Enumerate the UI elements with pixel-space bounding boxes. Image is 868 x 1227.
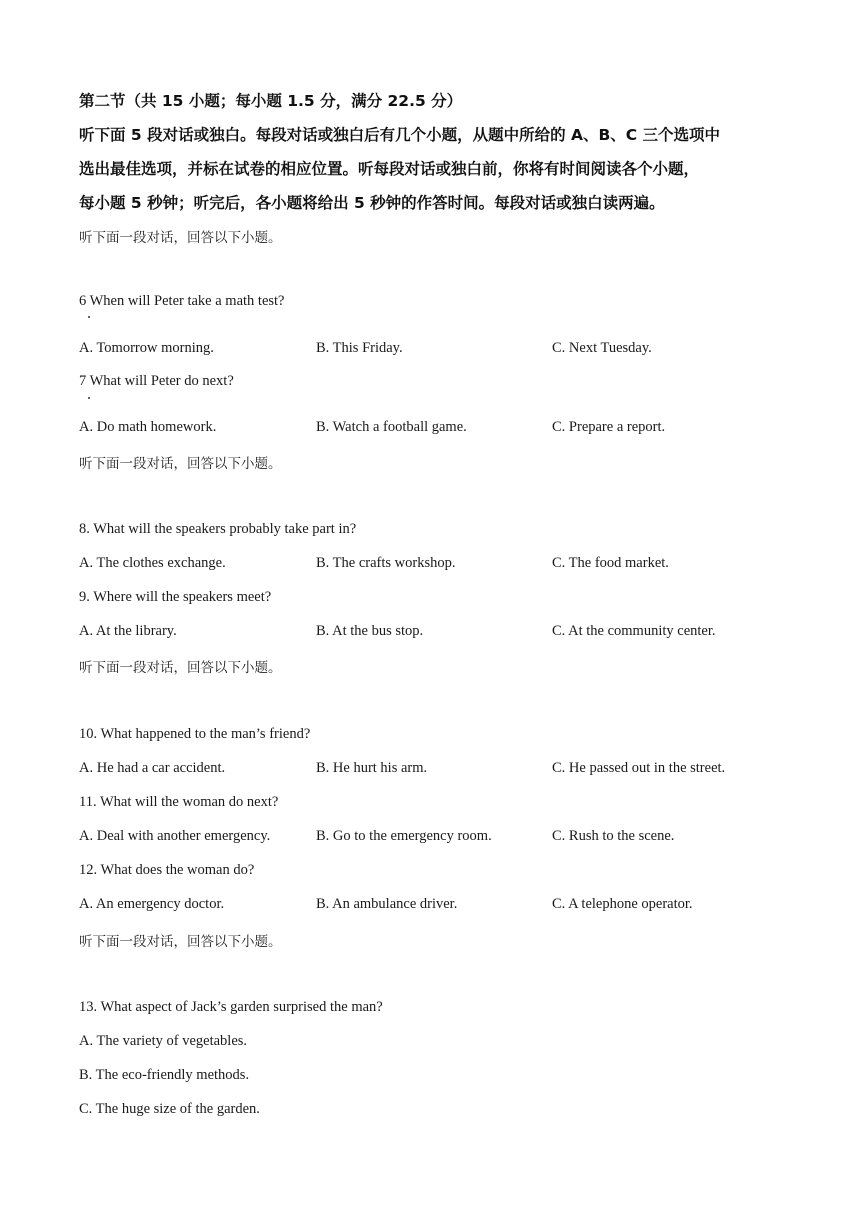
question-9-option-c[interactable]: C. At the community center. (552, 623, 716, 639)
question-7-option-a[interactable]: A. Do math homework. (79, 419, 217, 435)
question-6-option-a[interactable]: A. Tomorrow morning. (79, 340, 214, 356)
question-7-stem: 7 What will Peter do next? (79, 373, 234, 389)
question-12-option-b[interactable]: B. An ambulance driver. (316, 896, 458, 912)
question-11-options (79, 828, 819, 848)
question-8-option-c[interactable]: C. The food market. (552, 555, 669, 571)
question-13-stem: 13. What aspect of Jack’s garden surprised the man? (79, 999, 383, 1015)
question-6-stem: 6 When will Peter take a math test? (79, 293, 285, 309)
question-12-options (79, 896, 819, 916)
question-7-option-b[interactable]: B. Watch a football game. (316, 419, 467, 435)
dialogue-intro: 听下面一段对话，回答以下小题。 (79, 934, 282, 950)
instruction-line-2: 选出最佳选项，并标在试卷的相应位置。听每段对话或独白前，你将有时间阅读各个小题， (79, 160, 700, 178)
question-8-options (79, 555, 819, 575)
question-13-option-a[interactable]: A. The variety of vegetables. (79, 1033, 248, 1049)
question-11-option-b[interactable]: B. Go to the emergency room. (316, 828, 492, 844)
dialogue-intro: 听下面一段对话，回答以下小题。 (79, 456, 282, 472)
question-9-options (79, 623, 819, 643)
instruction-line-1: 听下面 5 段对话或独白。每段对话或独白后有几个小题，从题中所给的 A、B、C 三个选项中 (79, 126, 721, 144)
question-11-option-c[interactable]: C. Rush to the scene. (552, 828, 675, 844)
question-13-option-b[interactable]: B. The eco-friendly methods. (79, 1067, 250, 1083)
question-10-option-a[interactable]: A. He had a car accident. (79, 760, 226, 776)
question-9-stem: 9. Where will the speakers meet? (79, 589, 272, 605)
section-header (79, 84, 819, 220)
question-10-option-b[interactable]: B. He hurt his arm. (316, 760, 428, 776)
dialogue-intro: 听下面一段对话，回答以下小题。 (79, 230, 282, 246)
stray-dot (88, 397, 90, 399)
question-8-option-a[interactable]: A. The clothes exchange. (79, 555, 226, 571)
question-6-options (79, 340, 819, 360)
question-9-option-a[interactable]: A. At the library. (79, 623, 177, 639)
stray-dot (88, 316, 90, 318)
question-10-option-c[interactable]: C. He passed out in the street. (552, 760, 726, 776)
question-11-stem: 11. What will the woman do next? (79, 794, 279, 810)
question-9-option-b[interactable]: B. At the bus stop. (316, 623, 424, 639)
question-12-option-c[interactable]: C. A telephone operator. (552, 896, 693, 912)
question-12-option-a[interactable]: A. An emergency doctor. (79, 896, 225, 912)
section-title: 第二节（共 15 小题；每小题 1.5 分，满分 22.5 分） (79, 92, 463, 110)
question-12-stem: 12. What does the woman do? (79, 862, 255, 878)
dialogue-intro: 听下面一段对话，回答以下小题。 (79, 660, 282, 676)
instruction-line-3: 每小题 5 秒钟；听完后，各小题将给出 5 秒钟的作答时间。每段对话或独白读两遍。 (79, 194, 665, 212)
question-8-option-b[interactable]: B. The crafts workshop. (316, 555, 456, 571)
question-10-stem: 10. What happened to the man’s friend? (79, 726, 311, 742)
question-7-option-c[interactable]: C. Prepare a report. (552, 419, 666, 435)
question-10-options (79, 760, 819, 780)
question-6-option-b[interactable]: B. This Friday. (316, 340, 403, 356)
question-8-stem: 8. What will the speakers probably take part in? (79, 521, 357, 537)
question-13-option-c[interactable]: C. The huge size of the garden. (79, 1101, 260, 1117)
question-7-options (79, 419, 819, 439)
question-6-option-c[interactable]: C. Next Tuesday. (552, 340, 652, 356)
question-11-option-a[interactable]: A. Deal with another emergency. (79, 828, 271, 844)
